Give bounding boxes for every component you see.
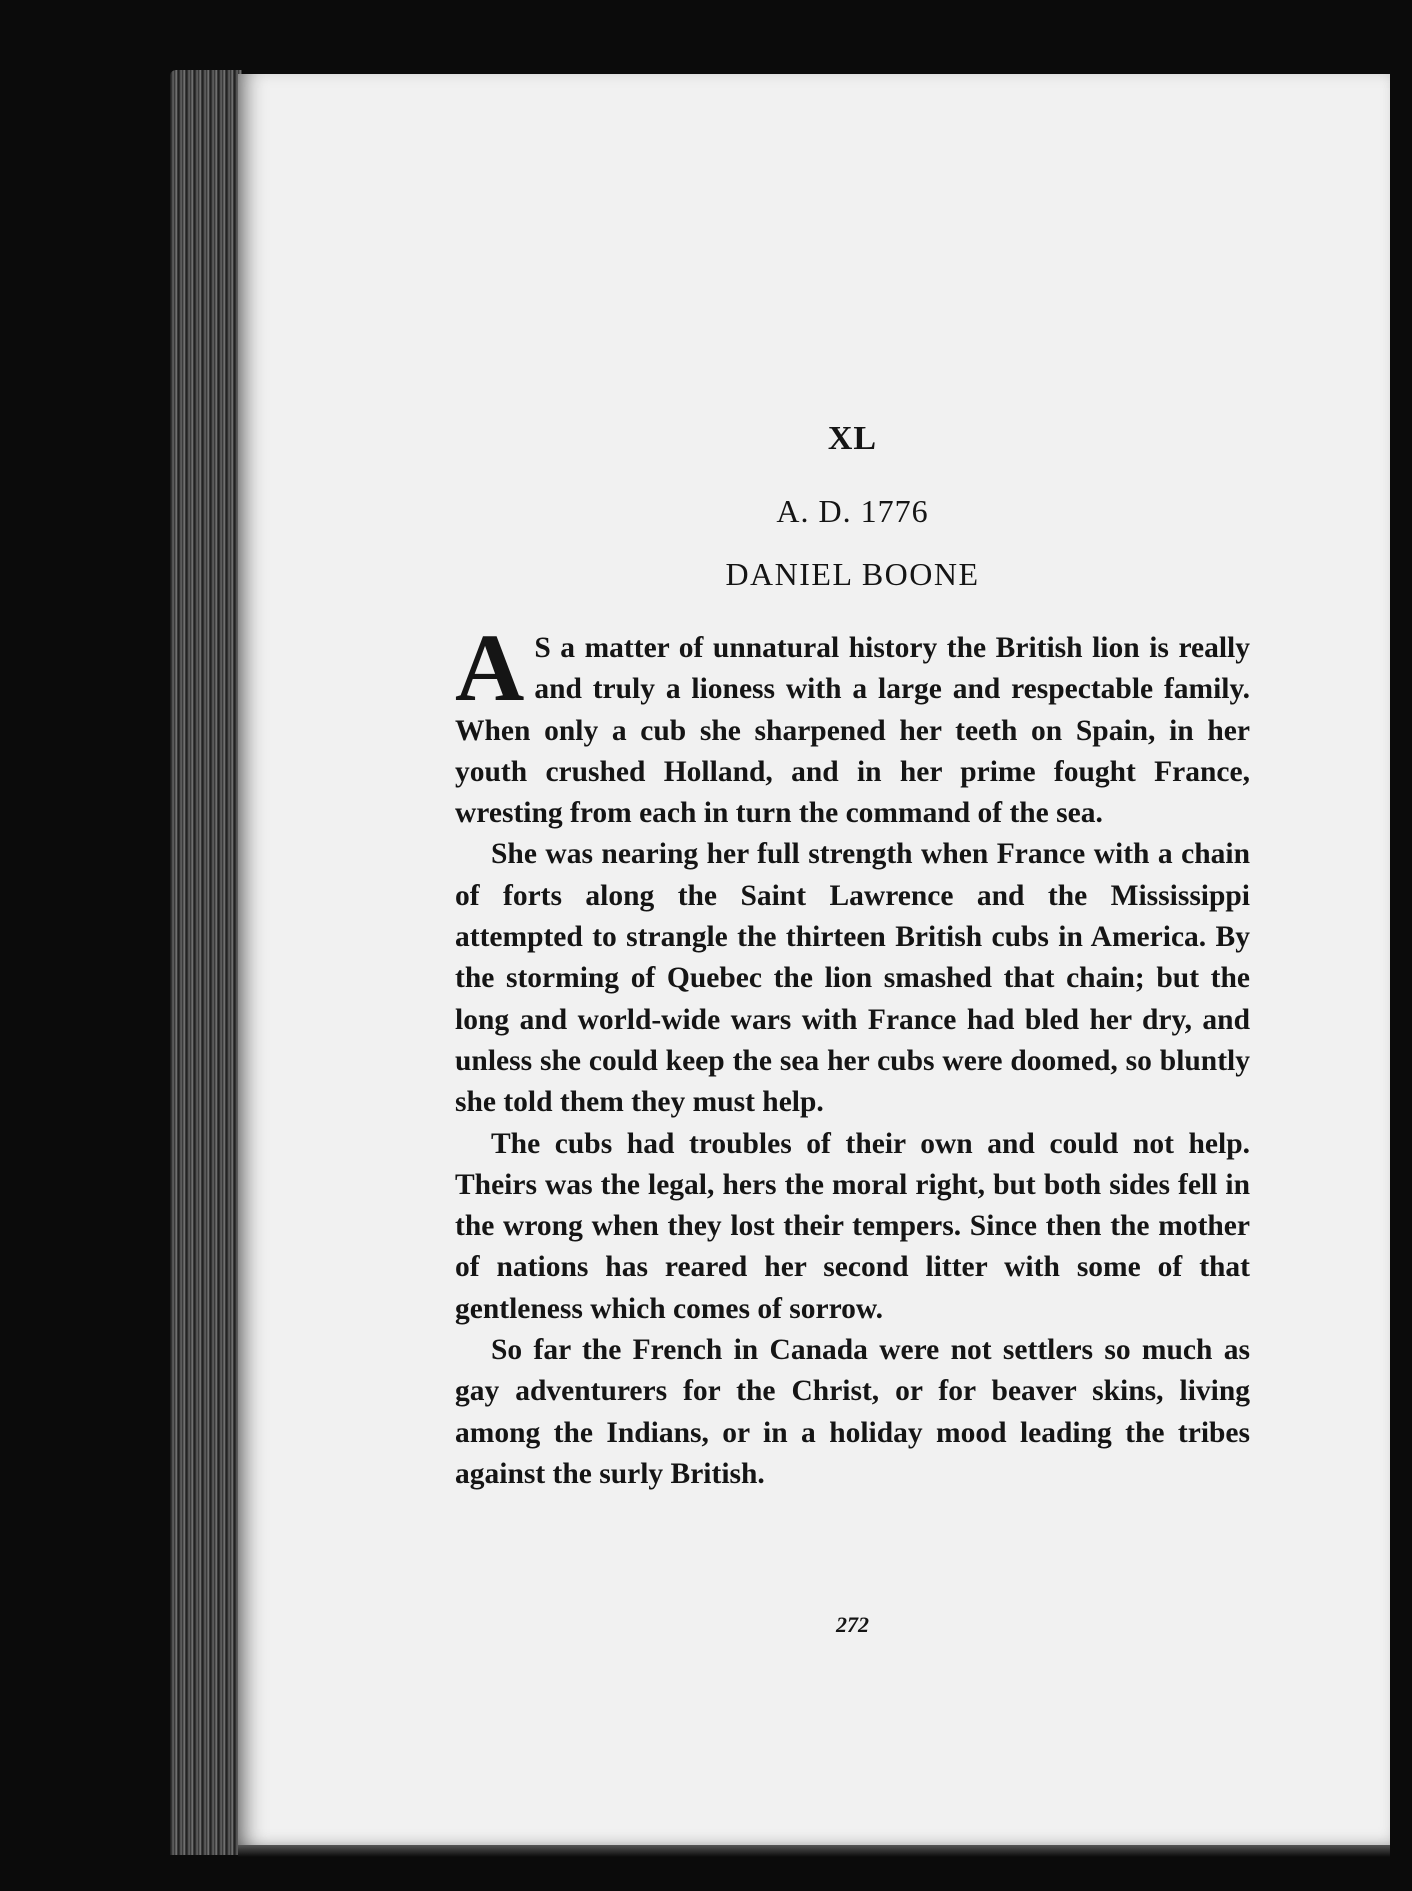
paragraph-3: The cubs had troubles of their own and could not help. Theirs was the legal, hers the moral right, but both sides fell in the wrong when they lost their tempers. Since then the mother of nations has reared her second litter with some of that gentleness which comes of sorrow.: [455, 1127, 1250, 1325]
page-bottom-shadow: [238, 1845, 1390, 1857]
paragraph-1-text: S a matter of unnatural history the British lion is really and truly a lioness with a large and respectable family. When only a cub she sharpened her teeth on Spain, in her youth crushed Holland, and in her prime fought France, wresting from each in turn the command of the sea.: [455, 632, 1250, 830]
paragraph-1: [455, 614, 1250, 834]
chapter-date: A. D. 1776: [776, 493, 929, 529]
chapter-body: [455, 614, 1250, 1495]
chapter-title: DANIEL BOONE: [725, 556, 980, 592]
paragraph-2: She was nearing her full strength when France with a chain of forts along the Saint Lawrence and the Mississippi attempted to strangle the thirteen British cubs in America. By the storming of Quebec the lion smashed that chain; but the long and world-wide wars with France had bled her dry, and unless she could keep the sea her cubs were doomed, so bluntly she told them they must help.: [455, 838, 1250, 1119]
drop-cap: A: [455, 614, 525, 721]
chapter-number: XL: [827, 420, 878, 457]
page-number: 272: [836, 1612, 869, 1637]
paragraph-4: So far the French in Canada were not settlers so much as gay adventurers for the Christ, or for beaver skins, living among the Indians, or in a holiday mood leading the tribes against the surly British.: [455, 1334, 1250, 1490]
book-page-edges: [170, 70, 242, 1855]
